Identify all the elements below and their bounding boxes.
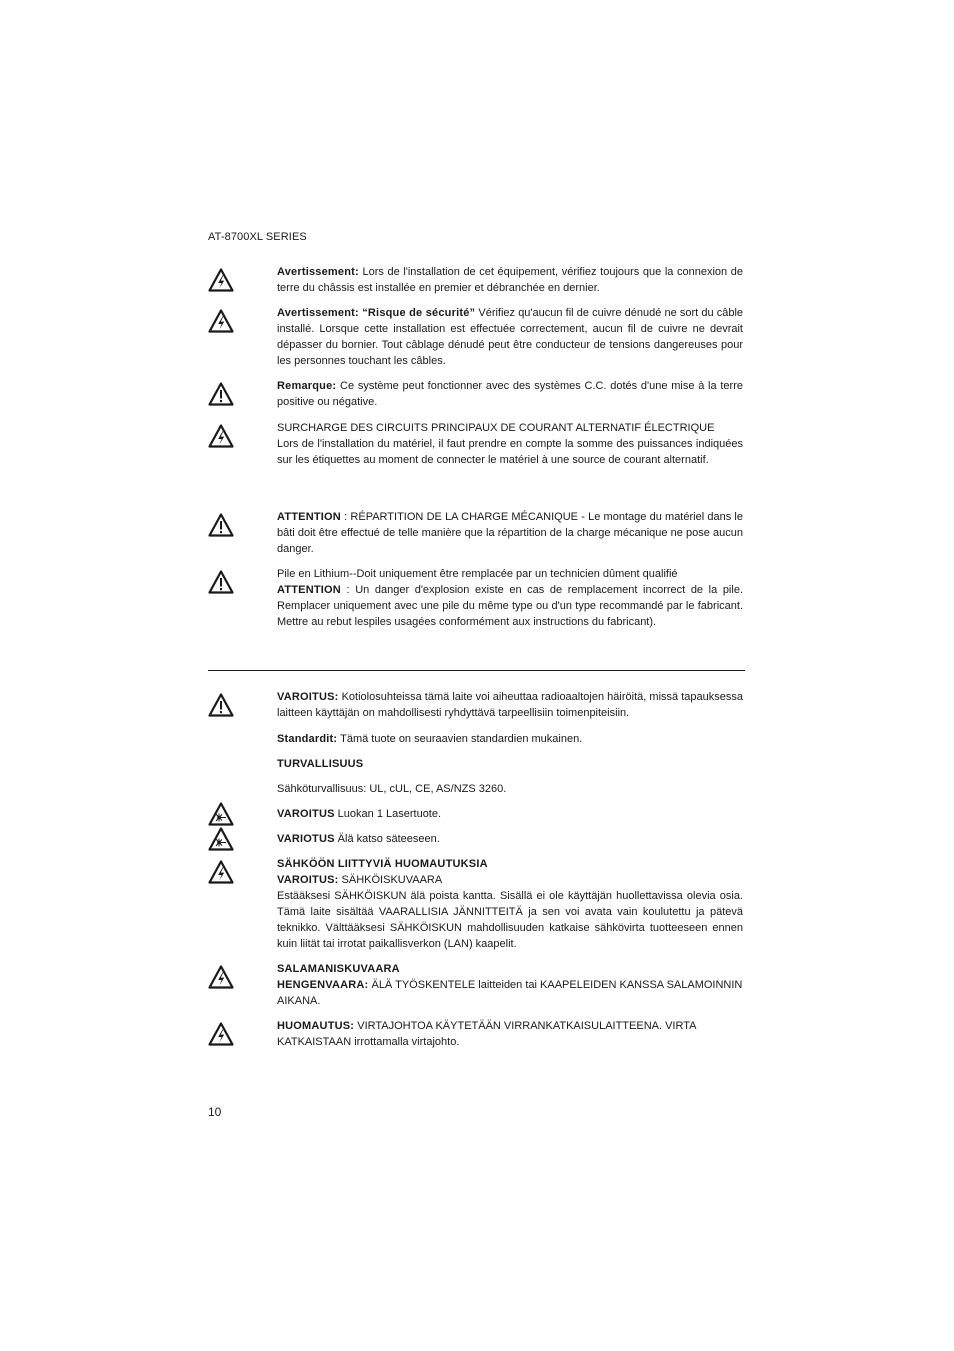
electrical-warning-icon	[208, 965, 234, 989]
warning-text: Vérifiez qu'aucun fil de cuivre dénudé ne sort du câble installé. Lorsque cette installation est effectuée correctement, aucun fil de cuivre ne devrait dépasser du bornier. Tout câblage dénudé peut être conducteur de tensions dangereuses pour les personnes touchant les câbles.	[277, 307, 743, 367]
electrical-notes-title: SÄHKÖÖN LIITTYVIÄ HUOMAUTUKSIA	[277, 858, 488, 870]
safety-title: TURVALLISUUS	[277, 758, 364, 770]
shock-text: Estääksesi SÄHKÖISKUN älä poista kantta. Sisällä ei ole käyttäjän huollettavissa olevia osia. Tämä laite sisältää VAARALLISIA JÄNNITTEITÄ ja sen voi avata vain koulutettu ja pätevä teknikko. Välttääksesi SÄHKÖISKUN mahdollisuuden katkaise sähkövirta tuotteeseen ennen kuin liität tai irrotat paikallisverkon (LAN) kaapelit.	[277, 890, 743, 950]
electrical-warning-icon	[208, 424, 234, 448]
caution-exclamation-icon	[208, 693, 234, 717]
laser-label: VAROITUS	[277, 808, 335, 820]
section-divider	[208, 670, 745, 671]
warning-label: VAROITUS:	[277, 691, 339, 703]
note-text: Ce système peut fonctionner avec des systèmes C.C. dotés d'une mise à la terre positive ou négative.	[277, 380, 743, 408]
danger-label: HENGENVAARA:	[277, 979, 369, 991]
shock-label: VAROITUS:	[277, 874, 339, 886]
warning-title: SURCHARGE DES CIRCUITS PRINCIPAUX DE COURANT ALTERNATIF ÉLECTRIQUE	[277, 422, 715, 434]
beam-text: Älä katso säteeseen.	[334, 833, 440, 845]
caution-label: ATTENTION	[277, 511, 341, 523]
caution-text: : Un danger d'explosion existe en cas de remplacement incorrect de la pile. Remplacer uniquement avec une pile du même type ou d'un type recommandé par le fabricant. Mettre au rebut lespiles usagées conformément aux instructions du fabricant).	[277, 584, 743, 628]
warning-label: Avertissement:	[277, 266, 359, 278]
electrical-warning-icon	[208, 309, 234, 333]
beam-label: VARIOTUS	[277, 833, 335, 845]
note-label: Remarque:	[277, 380, 337, 392]
shock-label-text: SÄHKÖISKUVAARA	[338, 874, 443, 886]
laser-text: Luokan 1 Lasertuote.	[334, 808, 442, 820]
electrical-warning-icon	[208, 268, 234, 292]
lightning-title: SALAMANISKUVAARA	[277, 963, 400, 975]
warning-text: Lors de l'installation de cet équipement, vérifiez toujours que la connexion de terre du châssis est installée en premier et débranchée en dernier.	[277, 266, 743, 294]
danger-text: ÄLÄ TYÖSKENTELE laitteiden tai KAAPELEIDEN KANSSA SALAMOINNIN AIKANA.	[277, 979, 743, 1007]
warning-text: Kotiolosuhteissa tämä laite voi aiheuttaa radioaaltojen häiröitä, missä tapauksessa laitteen käyttäjän on mahdollisesti ryhdyttävä tarpeellisiin toimenpiteisiin.	[277, 691, 743, 719]
document-header: AT-8700XL SERIES	[208, 231, 307, 243]
warning-label: Avertissement: “Risque de sécurité”	[277, 307, 476, 319]
electrical-safety-text: Sähköturvallisuus: UL, cUL, CE, AS/NZS 3260.	[277, 783, 507, 795]
power-cord-label: HUOMAUTUS:	[277, 1020, 355, 1032]
caution-text: : RÉPARTITION DE LA CHARGE MÉCANIQUE - Le montage du matériel dans le bâti doit être effectué de telle manière que la répartition de la charge mécanique ne pose aucun danger.	[277, 511, 743, 555]
caution-exclamation-icon	[208, 382, 234, 406]
electrical-warning-icon	[208, 1022, 234, 1046]
caution-exclamation-icon	[208, 513, 234, 537]
warning-text: Lors de l'installation du matériel, il faut prendre en compte la somme des puissances indiquées sur les étiquettes au moment de connecter le matériel à une source de courant alternatif.	[277, 438, 743, 466]
power-cord-text: VIRTAJOHTOA KÄYTETÄÄN VIRRANKATKAISULAITTEENA. VIRTA KATKAISTAAN irrottamalla virtajohto.	[277, 1020, 696, 1048]
laser-warning-icon	[208, 802, 234, 826]
caution-label: ATTENTION	[277, 584, 341, 596]
laser-warning-icon	[208, 827, 234, 851]
caution-exclamation-icon	[208, 570, 234, 594]
electrical-warning-icon	[208, 860, 234, 884]
battery-line: Pile en Lithium--Doit uniquement être remplacée par un technicien dûment qualifié	[277, 568, 678, 580]
standards-text: Tämä tuote on seuraavien standardien mukainen.	[337, 733, 583, 745]
standards-label: Standardit:	[277, 733, 338, 745]
page-number: 10	[208, 1105, 222, 1119]
